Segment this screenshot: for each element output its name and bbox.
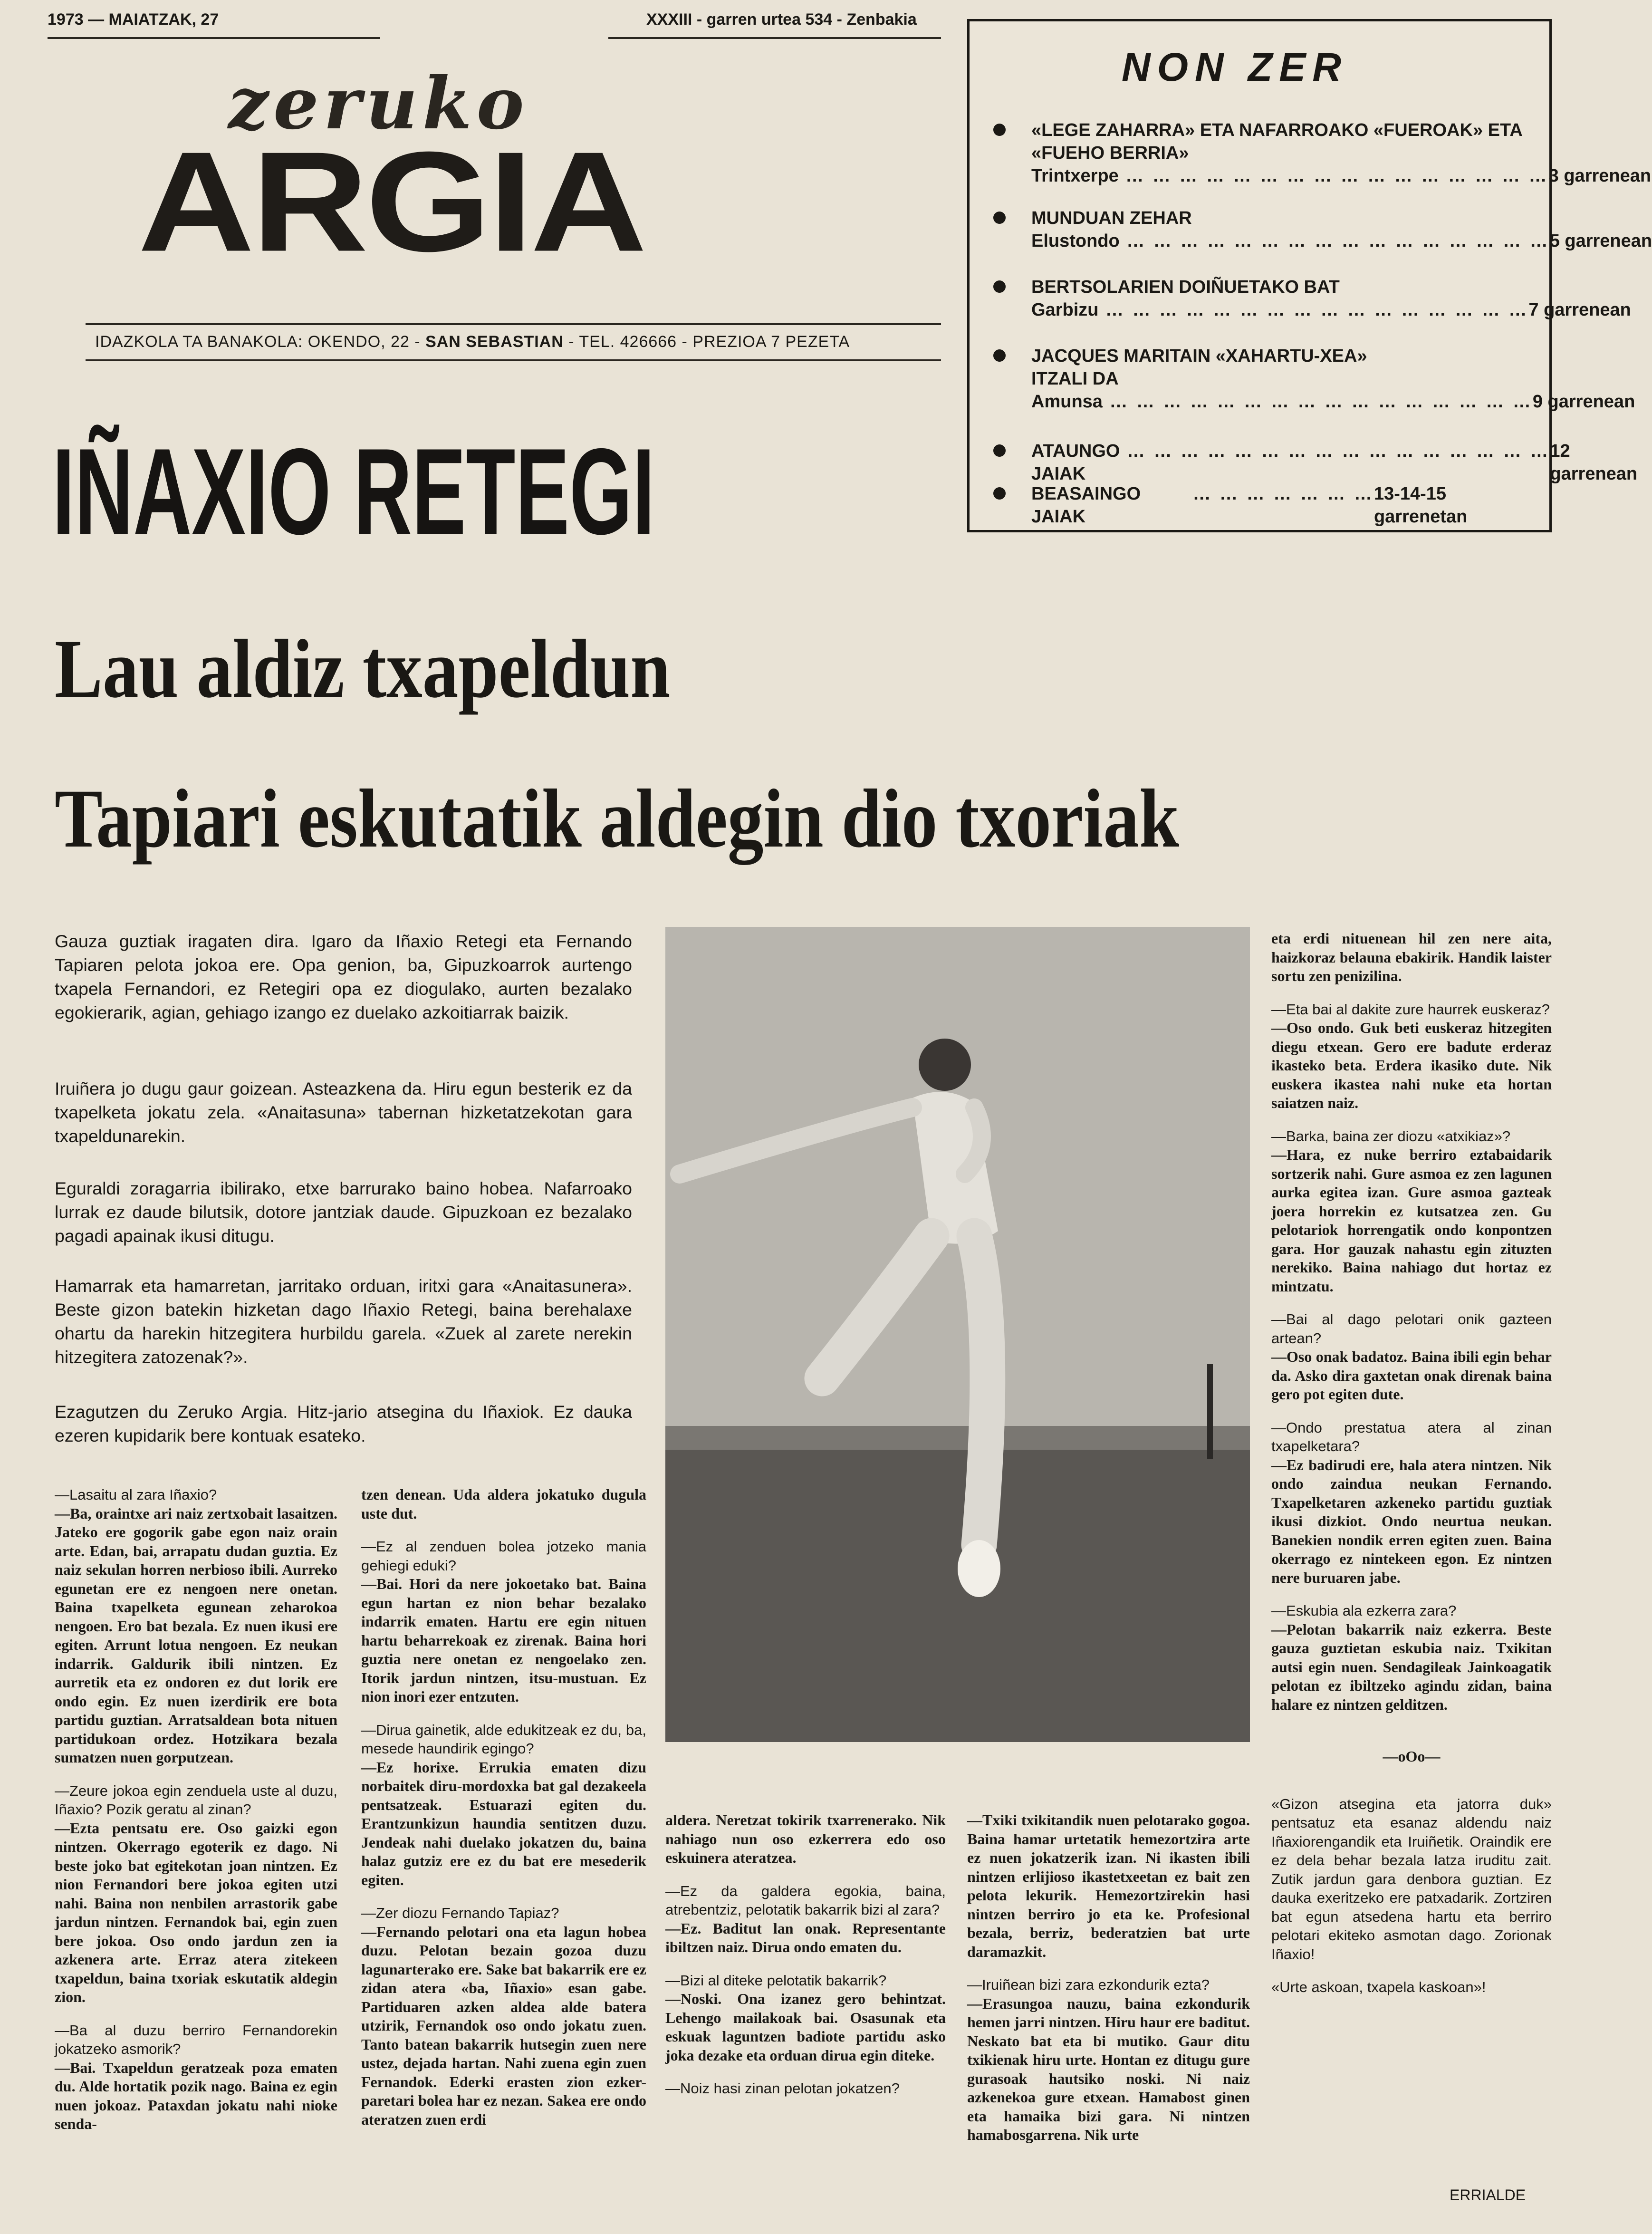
interview-answer: —Ez horixe. Errukia ematen dizu norbaitek diru-mordoxka bat gal dezakeela pentsatzeak. Estuarazi egiten du. Erantzunkizun haundia sentitzen duzu. Jendeak nahi duelako jokatzen du, baina halaz gutziz ere ez du bat ere mesederik egiten.	[361, 1758, 646, 1888]
article-column-5	[1271, 929, 1552, 1997]
intro-paragraph: Eguraldi zoragarria ibilirako, etxe barrurako baino hobea. Nafarroako lurrak ez daude bilutsik, dotore jantziak daude. Gipuzkoan ez bezalako pagadi apainak ikusi ditugu.	[55, 1178, 632, 1246]
bullet-icon	[993, 124, 1006, 136]
interview-answer: —Bai. Hori da nere jokoetako bat. Baina egun hartan ez nion behar bezalako indarrik ematen. Hartu ere egin nituen hartu beharrekoak ez zirenak. Baina hori guztia nere onetan ez nengoelako zen. Itorik jardun nintzen, itsu-mustuan. Ez nion inori ezer entzuten.	[361, 1575, 646, 1705]
contents-item-page: 7 garrenean	[1528, 300, 1631, 320]
contents-title: NON ZER	[1122, 45, 1348, 89]
contents-item: ATAUNGO JAIAK … … … … … … … … … … … … … … … … 12 garrenean	[993, 440, 1530, 485]
bullet-icon	[993, 487, 1006, 500]
masthead-script: zeruko	[228, 62, 529, 145]
interview-question: —Eta bai al dakite zure haurrek euskeraz?	[1271, 1001, 1550, 1018]
headline: IÑAXIO RETEGI	[52, 423, 655, 560]
contents-item-page: 9 garrenean	[1532, 392, 1635, 412]
contents-item: BERTSOLARIEN DOIÑUETAKO BAT Garbizu … … … … … … … … … … … … … … … … 7 garrenean	[993, 276, 1530, 321]
masthead-rule-bottom	[86, 359, 941, 361]
interview-answer: —Noski. Ona izanez gero behintzat. Lehengo mailakoak bai. Osasunak eta eskuak laguntzen badiote partidu asko joka dezake eta orduan dirua egin diteke.	[665, 1990, 946, 2064]
interview-question: —Ba al duzu berriro Fernandorekin jokatzeko asmorik?	[55, 2022, 337, 2057]
interview-answer: tzen denean. Uda aldera jokatuko dugula uste dut.	[361, 1486, 646, 1522]
contents-item-author: Trintxerpe	[1031, 166, 1119, 186]
interview-question: —Bizi al diteke pelotatik bakarrik?	[665, 1972, 887, 1989]
interview-answer: —Ez badirudi ere, hala atera nintzen. Nik ondo zaindua neukan Fernando. Txapelketaren azkeneko partidu guztiak ikusi dizkiot. Ondo neurtua neukan. Banekien nondik erren egiten zuen. Baina okerrago ez nintekeen egon. Ez nintzen nere buruaren jabe.	[1271, 1456, 1552, 1586]
contents-item: JACQUES MARITAIN «XAHARTU-XEA» ITZALI DA Amunsa … … … … … … … … … … … … … … … … 9 garrenean	[993, 345, 1530, 413]
article-column-2	[361, 1485, 646, 2129]
address-prefix: IDAZKOLA TA BANAKOLA: OKENDO, 22 -	[95, 333, 426, 351]
interview-answer: —Pelotan bakarrik naiz ezkerra. Beste gauza guztietan eskubia naiz. Txikitan autsi egin nuen. Sendagileak Jainkoagatik pelotan ez ibiltzeko agindu zidan, baina halare ez nintzen gelditzen.	[1271, 1620, 1552, 1713]
contents-item-author: Elustondo	[1031, 231, 1120, 251]
contents-item: MUNDUAN ZEHAR Elustondo … … … … … … … … … … … … … … … … 5 garrenean	[993, 207, 1530, 252]
issue-date: 1973 — MAIATZAK, 27	[48, 10, 219, 29]
interview-answer: —Ezta pentsatu ere. Oso gaizki egon nintzen. Okerrago egoterik ez dago. Ni beste joko bat egitekotan joan nintzen. Ez nion Fernandori bere jokoa egiten utzi nahi. Baina non nenbilen arrastorik gabe jardun nintzen. Fernandok bai, egin zuen bere jokoa. Oso ondo jardun zen ia azkenera arte. Erraz atera zitekeen txapeldun, baina txoriak eskutatik aldegin zion.	[55, 1819, 337, 2005]
interview-answer: —oOo—	[1383, 1748, 1441, 1765]
article-column-3	[665, 1811, 946, 2098]
address-suffix: - TEL. 426666 - PREZIOA 7 PEZETA	[563, 333, 850, 351]
article-column-4	[967, 1811, 1250, 2145]
contents-item-author: Garbizu	[1031, 300, 1099, 320]
intro-paragraph: Hamarrak eta hamarretan, jarritako orduan, iritxi gara «Anaitasunera». Beste gizon batekin hizketan dago Iñaxio Retegi, baina berehalaxe ohartu da harekin hitzegitera hurbildu garela. «Zuek al zarete nerekin hitzegitera zatozenak?».	[55, 1276, 632, 1367]
interview-question: —Ondo prestatua atera al zinan txapelketara?	[1271, 1419, 1552, 1454]
interview-question: —Barka, baina zer diozu «atxikiaz»?	[1271, 1127, 1511, 1145]
interview-question: «Urte askoan, txapela kaskoan»!	[1271, 1979, 1486, 1995]
contents-item-title: ATAUNGO JAIAK	[1031, 441, 1120, 484]
contents-item-page: 3 garrenean	[1548, 166, 1652, 186]
interview-answer: —Fernando pelotari ona eta lagun hobea duzu. Pelotan bezain gozoa duzu lagunarterako ere. Sake bat bakarrik ere ez zidan atera «ba, Iñaxio» esan gabe. Partiduaren azken aldea alde batera utzirik, Fernandok oso ondo jokatu zuen. Tanto batean bakarrik hutsegin zuen nere ustez, dejada hartan. Nahi zuena egin zuen Fernandok. Ederki erasten zion ezker-paretari bolea har ez nezan. Sakea ere ondo ateratzen zuen erdi	[361, 1923, 646, 2128]
contents-item-title: JACQUES MARITAIN «XAHARTU-XEA» ITZALI DA	[1031, 346, 1367, 389]
interview-question: —Noiz hasi zinan pelotan jokatzen?	[665, 2080, 900, 2097]
contents-item-page: 13-14-15 garrenetan	[1373, 484, 1468, 527]
interview-question: —Lasaitu al zara Iñaxio?	[55, 1486, 217, 1503]
interview-question: —Ez al zenduen bolea jotzeko mania gehiegi eduki?	[361, 1538, 646, 1574]
contents-item: BEASAINGO JAIAK … … … … … … … 13-14-15 garrenetan	[993, 482, 1530, 528]
contents-item-page: 12 garrenean	[1550, 441, 1638, 484]
intro-paragraph: Iruiñera jo dugu gaur goizean. Asteazkena da. Hiru egun besterik ez da txapelketa jokatu zela. «Anaitasuna» tabernan hizketatzekotan gara txapeldunarekin.	[55, 1078, 632, 1146]
masthead-address	[95, 333, 850, 351]
interview-answer: —Ba, oraintxe ari naiz zertxobait lasaitzen. Jateko ere gogorik gabe egon naiz orain arte. Edan, bai, arrapatu dudan guztia. Ez naiz sekulan horren nerbioso ibili. Aurreko egunetan ere ez nengoen nere onetan. Baina txapelketa egunean zeharokoa nengoen. Ero bat bezala. Ez nuen ikusi ere egiten. Arrunt lotua nengoen. Ez neukan indarrik. Galdurik ibili nintzen. Ez aurretik eta ez ondoren ez dut lorik ere ondo egin. Ez nuen izerdirik ere bota partidu guztian. Arratsaldean bota nituen partidukoan ordez. Hotzikara bezala sumatzen nuen gorputzean.	[55, 1504, 337, 1766]
intro-paragraph: Ezagutzen du Zeruko Argia. Hitz-jario atsegina du Iñaxiok. Ez dauka ezeren kupidarik bere kontuak esateko.	[55, 1402, 632, 1445]
contents-item-author: Amunsa	[1031, 392, 1103, 412]
interview-answer: —Oso onak badatoz. Baina ibili egin behar da. Asko dira gaxtetan onak direnak baina gero pot egiten dute.	[1271, 1348, 1552, 1403]
bullet-icon	[993, 212, 1006, 224]
author-signature: ERRIALDE	[1450, 2186, 1526, 2204]
pelotari-figure-icon	[665, 927, 1250, 1742]
intro-paragraph: Gauza guztiak iragaten dira. Igaro da Iñaxio Retegi eta Fernando Tapiaren pelota jokoa ere. Opa genion, ba, Gipuzkoarrok aurtengo txapela Fernandori, ez Retegiri opa ez diogulako, aurten bezalako egokierarik, agian, gehiago izango ez duelako azkoitiarrak baizik.	[55, 931, 632, 1022]
contents-item-page: 5 garrenean	[1549, 231, 1652, 251]
address-city: SAN SEBASTIAN	[425, 333, 564, 351]
article-column-1	[55, 1485, 337, 2134]
interview-answer: —Erasungoa nauzu, baina ezkondurik hemen jarri nintzen. Hiru haur ere baditut. Neskato bat eta bi mutiko. Gaur ditu txikienak hiru urte. Hontan ez ditugu gure gurasoak hautsiko noski. Ni naiz azkenekoa gure etxean. Hamabost ginen eta hamaika bizi gara. Ni nintzen hamabosgarrena. Nik urte	[967, 1994, 1250, 2143]
interview-answer: —Bai. Txapeldun geratzeak poza ematen du. Alde hortatik pozik nago. Baina ez egin nuen jokoaz. Pataxdan jokatu nahi nioke senda-	[55, 2059, 337, 2132]
subheadline-2: Tapiari eskutatik aldegin dio txoriak	[55, 772, 1180, 865]
interview-question: —Zeure jokoa egin zenduela uste al duzu, Iñaxio? Pozik geratu al zinan?	[55, 1782, 337, 1818]
interview-answer: eta erdi nituenean hil zen nere aita, haizkoraz belauna ebakirik. Handik laister sortu zen penizilina.	[1271, 930, 1552, 984]
contents-item-title: «LEGE ZAHARRA» ETA NAFARROAKO «FUEROAK» ETA «FUEHO BERRIA»	[1031, 120, 1522, 163]
interview-answer: —Ez. Baditut lan onak. Representante ibiltzen naiz. Dirua ondo ematen du.	[665, 1919, 946, 1955]
top-rule-left	[48, 37, 380, 39]
masthead-rule-top	[86, 323, 941, 325]
contents-item-title: BEASAINGO JAIAK	[1031, 484, 1141, 527]
interview-question: —Iruiñean bizi zara ezkondurik ezta?	[967, 1976, 1210, 1993]
subheadline-1: Lau aldiz txapeldun	[55, 623, 671, 715]
bullet-icon	[993, 444, 1006, 457]
photo-pelotari	[665, 927, 1250, 1742]
masthead-logo: ARGIA	[138, 122, 644, 281]
bullet-icon	[993, 349, 1006, 362]
interview-question: «Gizon atsegina eta jatorra duk» pentsatuz eta esanaz aldendu naiz Iñaxiorengandik eta Iruiñetik. Oraindik ere ez dela behar bezala latza iruditu zait. Zutik jardun gara denbora guztian. Ez dauka exeritzeko ere patxadarik. Zortziren bat egun atsedena hartu eta berriro pelotari ekiteko asmotan dago. Zorionak Iñaxio!	[1271, 1795, 1552, 1963]
bullet-icon	[993, 280, 1006, 293]
contents-item: «LEGE ZAHARRA» ETA NAFARROAKO «FUEROAK» ETA «FUEHO BERRIA» Trintxerpe … … … … … … … … … … … … … … … … 3 garrenean	[993, 119, 1530, 187]
interview-answer: —Txiki txikitandik nuen pelotarako gogoa. Baina hamar urtetatik hemezortzira arte ez nuen jokatzerik izan. Ni ikasten ibili nintzen erlijioso ikastetxeetan ez bait zen pelota lekurik. Hemezortzirekin hasi nintzen berriro jo eta ke. Profesional bezala, berriz, bederatzien bat urte daramazkit.	[967, 1811, 1250, 1960]
interview-question: —Bai al dago pelotari onik gazteen artean?	[1271, 1311, 1552, 1347]
interview-answer: —Hara, ez nuke berriro eztabaidarik sortzerik nahi. Gure asmoa ez zen lagunen aurka egitea izan. Gure asmoa gazteak joera horrekin ez kutsatzea zen. Gu pelotariok horrengatik ondo konpontzen gara. Hor gauzak nahastu egin zituzten nerekiko. Baina nahiago dut hortaz ez mintzatu.	[1271, 1146, 1552, 1295]
interview-question: —Ez da galdera egokia, baina, atrebentziz, pelotatik bakarrik bizi al zara?	[665, 1882, 946, 1918]
interview-answer: —Oso ondo. Guk beti euskeraz hitzegiten diegu etxean. Gero ere badute erderaz ikasteko beta. Erdera ikasiko dute. Nik euskera ikastea nahi nuke eta hortan saiatzen naiz.	[1271, 1019, 1552, 1111]
interview-question: —Eskubia ala ezkerra zara?	[1271, 1602, 1457, 1619]
interview-answer: aldera. Neretzat tokirik txarrenerako. Nik nahiago nun oso ezkerrera edo oso eskuinera ateratzea.	[665, 1811, 946, 1866]
contents-item-title: MUNDUAN ZEHAR	[1031, 208, 1192, 228]
contents-box	[967, 19, 1652, 532]
interview-question: —Dirua gainetik, alde edukitzeak ez du, ba, mesede haundirik egingo?	[361, 1721, 646, 1757]
issue-number: XXXIII - garren urtea 534 - Zenbakia	[646, 10, 917, 29]
top-rule-right	[608, 37, 941, 39]
contents-item-title: BERTSOLARIEN DOIÑUETAKO BAT	[1031, 277, 1340, 297]
interview-question: —Zer diozu Fernando Tapiaz?	[361, 1905, 559, 1921]
